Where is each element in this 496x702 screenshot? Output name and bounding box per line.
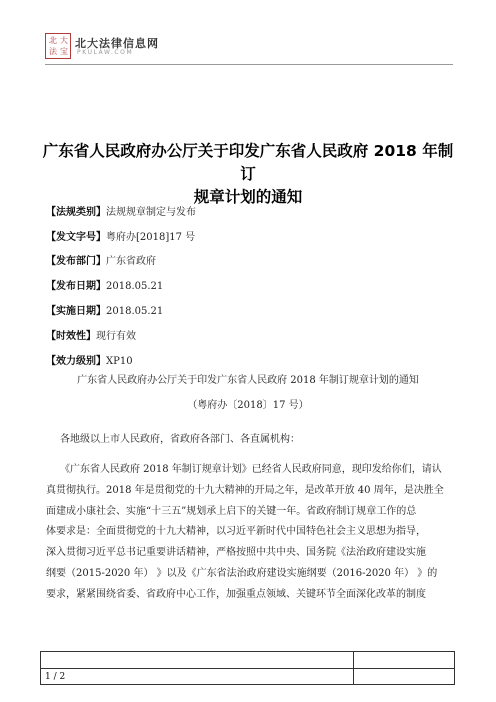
body-line: 面建成小康社会、实施“十三五”规划承上启下的关键一年。省政府制订规章工作的总 [46,505,417,517]
document-subtitle: 广东省人民政府办公厅关于印发广东省人民政府 2018 年制订规章计划的通知 [77,375,419,386]
footer-column-divider [353,652,354,669]
salutation [60,430,455,451]
meta-effective-date [46,305,163,319]
body-line: 《广东省人民政府 2018 年制订规章计划》已经省人民政府同意，现印发给你们，请认 [60,464,442,475]
meta-value: 法规规章制定与发布 [106,207,196,218]
logo-subtext: PKULAW.COM [77,49,134,56]
footer-table [40,668,455,685]
meta-label: 【效力级别】 [46,356,106,367]
footer-table-top [40,651,455,669]
header-divider [45,64,453,65]
meta-value: 现行有效 [96,331,136,342]
meta-value: 粤府办[2018]17 号 [106,232,196,243]
meta-value: 2018.05.21 [106,306,164,317]
logo-seal-icon [45,33,71,59]
meta-value: 2018.05.21 [106,281,164,292]
logo-text: 北大法律信息网 [75,37,159,50]
seal-char-3: 法 [49,47,57,56]
meta-doc-number [46,231,195,245]
meta-value: 广东省政府 [106,256,156,267]
page-number: 1 / 2 [45,672,66,682]
meta-level [46,355,133,369]
document-title [40,140,456,209]
meta-validity [46,330,136,344]
seal-char-2: 大 [60,36,68,45]
body-line: 纲要（2015-2020 年） 》以及《广东省法治政府建设实施纲要（2016-2020 年） 》的 [46,567,438,579]
meta-label: 【发布部门】 [46,256,106,267]
meta-label: 【时效性】 [46,331,96,342]
salutation-text: 各地级以上市人民政府，省政府各部门、各直属机构： [60,434,300,445]
meta-issue-date [46,280,163,294]
seal-char-1: 北 [49,36,57,45]
title-line-2: 规章计划的通知 [193,188,303,206]
meta-category [46,206,196,220]
body-line: 深入贯彻习近平总书记重要讲话精神，严格按照中共中央、国务院《法治政府建设实施 [46,547,426,559]
meta-label: 【法规类别】 [46,207,106,218]
footer-column-divider [353,669,354,684]
site-logo [45,33,185,61]
meta-value: XP10 [106,356,133,367]
title-line-1: 广东省人民政府办公厅关于印发广东省人民政府 2018 年制订 [42,142,454,183]
body-line: 真贯彻执行。2018 年是贯彻党的十九大精神的开局之年，是改革开放 40 周年，是决胜全 [46,484,444,496]
meta-issuer [46,255,156,269]
document-number: （粤府办〔2018〕17 号） [187,400,309,411]
body-line: 要求，紧紧围绕省委、省政府中心工作，加强重点领域、关键环节全面深化改革的制度 [46,588,426,600]
seal-char-4: 宝 [60,47,68,56]
meta-label: 【发文字号】 [46,232,106,243]
meta-label: 【实施日期】 [46,306,106,317]
body-line: 体要求是：全面贯彻党的十九大精神，以习近平新时代中国特色社会主义思想为指导， [46,526,426,538]
body-text [46,460,454,606]
meta-label: 【发布日期】 [46,281,106,292]
